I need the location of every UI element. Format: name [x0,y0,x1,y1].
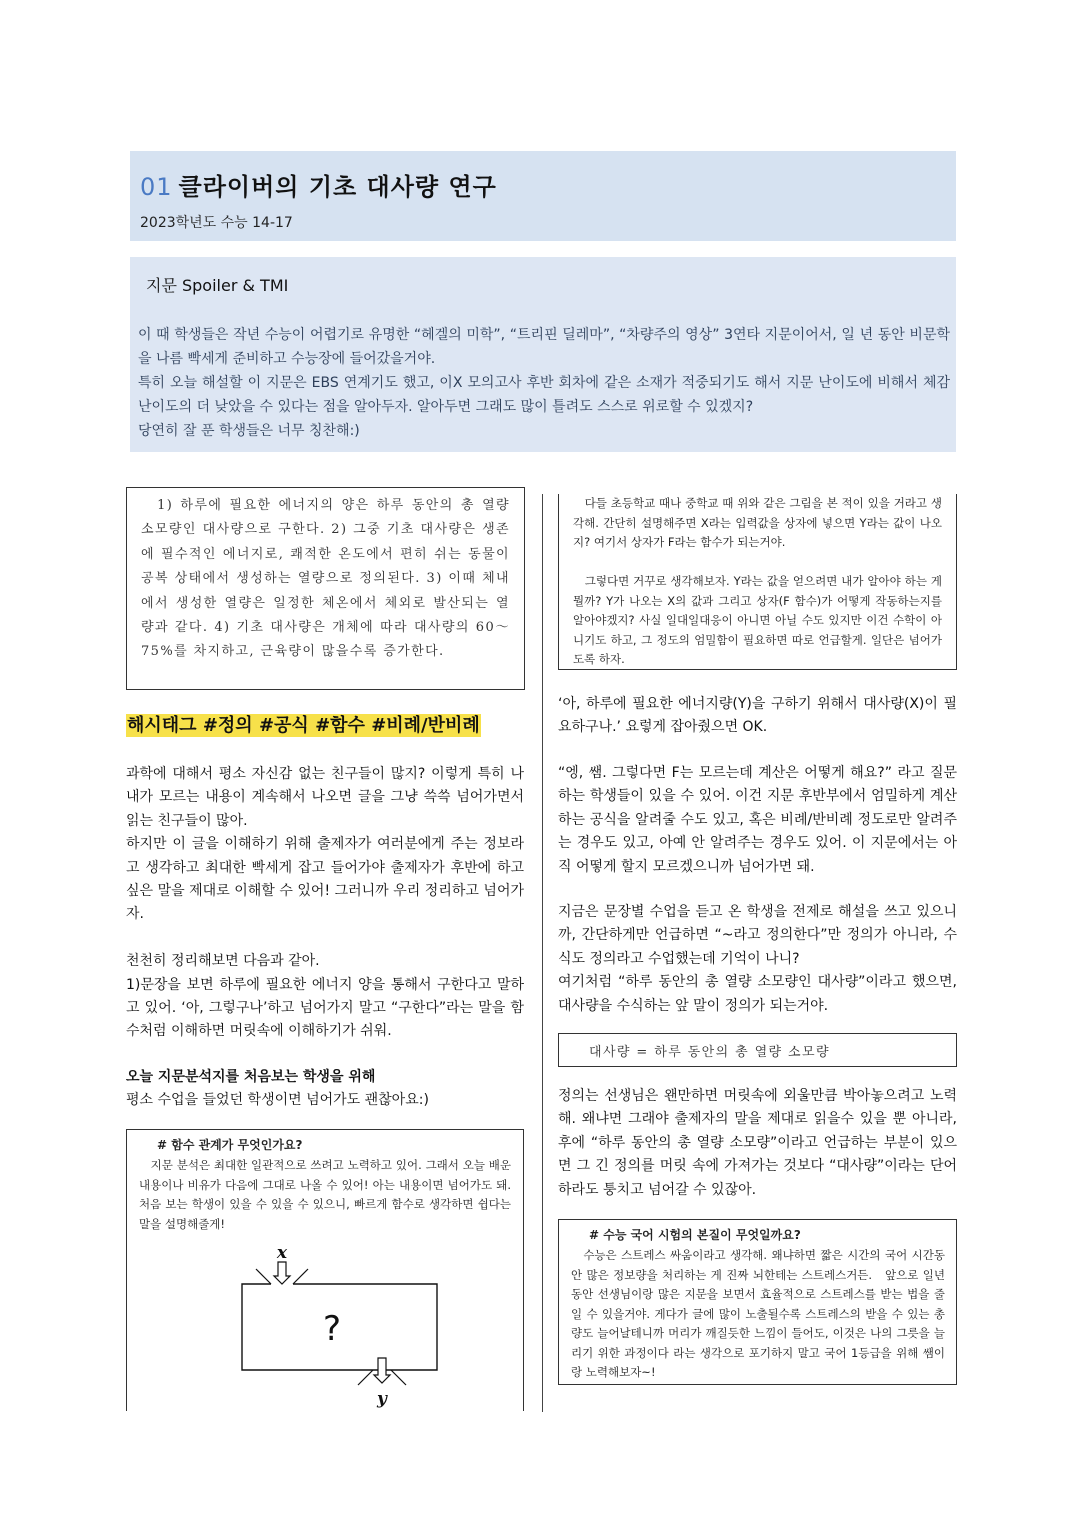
spoiler-paragraph: 당연히 잘 푼 학생들은 너무 칭찬해:) [138,423,360,439]
right-paragraph: 정의는 선생님은 왠만하면 머릿속에 외울만큼 박아놓으려고 노력해. 왜냐면 그래야 출제자의 말을 제대로 읽을수 있을 뿐 아니라, 후에 “하루 동안의 총 열량 소모량”이라고 언급하는 부분이 있으면 그 긴 정의를 머릿 속에 가져가는 것보다 “대사량”이라는 단어 하라도 퉁치고 넘어갈 수 있잖아. [558,1088,957,1198]
first-time-note [126,1066,524,1113]
right-paragraph: ‘아, 하루에 필요한 에너지량(Y)을 구하기 위해서 대사량(X)이 필요하구나.’ 요렇게 잡아줬으면 OK. [558,696,957,736]
spoiler-paragraph: 특히 오늘 해설할 이 지문은 EBS 연계기도 했고, 이X 모의고사 후반 회차에 같은 소재가 적중되기도 해서 지문 난이도에 비해서 체감 난이도의 더 낮았을 수 있다는 점을 알아두자. 알아두면 그래도 많이 틀려도 스스로 위로할 수 있겠지? [138,375,950,415]
first-time-subtext: 평소 수업을 들었던 학생이면 넘어가도 괜찮아요:) [126,1092,429,1109]
spoiler-heading: 지문 Spoiler & TMI [146,276,289,295]
box-paragraph: 다들 초등학교 때나 중학교 때 위와 같은 그림을 본 적이 있을 거라고 생각해. 간단히 설명해주면 X라는 입력값을 상자에 넣으면 Y라는 값이 나오지? 여기서 상자가 F라는 함수가 되는거야. [573,496,942,549]
section-number: 01 [140,173,173,201]
spoiler-box [130,257,956,452]
function-machine-diagram [227,1240,447,1410]
funnel-left-edge [256,1269,271,1284]
hashtag-highlight: 해시태그 #정의 #공식 #함수 #비례/반비례 [127,715,480,736]
exam-essence-text: 수능은 스트레스 싸움이라고 생각해. 왜냐하면 짧은 시간의 국어 시간동안 많은 정보량을 처리하는 게 진짜 뇌한테는 스트레스거든. 앞으로 일년 동안 선생님이랑 많은 지문을 보면서 효율적으로 스트레스를 받는 법을 줄일 수 있을거야. 게다가 글에 많이 노출될수록 스트레스의 받을 수 있는 총량도 늘어날테니까 머리가 깨질듯한 느낌이 들어도, 이것은 나의 그릇을 늘리기 위한 과정이다 라는 생각으로 포기하지 말고 국어 1등급을 위해 쌤이랑 노력해보자~! [571,1248,945,1379]
right-explanation-2 [558,762,957,879]
left-explanation [126,763,524,1044]
right-paragraph: “엥, 쌤. 그렇다면 F는 모르는데 계산은 어떻게 해요?” 라고 질문하는 학생들이 있을 수 있어. 이건 지문 후반부에서 엄밀하게 계산하는 공식을 알려줄 수도 있고, 혹은 비례/반비례 정도로만 알려주는 경우도 있고, 아예 안 알려주는 경우도 있어. 이 지문에서는 아직 어떻게 할지 모르겠으니까 넘어가면 돼. [558,765,957,875]
right-explanation-3 [558,901,957,1018]
function-box-text: 지문 분석은 최대한 일관적으로 쓰려고 노력하고 있어. 그래서 오늘 배운 내용이나 비유가 다음에 그대로 나올 수 있어! 아는 내용이면 넘어가도 돼. 처음 보는 학생이 있을 수 있을 수 있으니, 빠르게 함수로 생각하면 쉽다는 말을 설명해줄게! [139,1158,511,1231]
input-arrow-icon [274,1262,290,1284]
page-title [140,167,946,202]
exam-essence-box [558,1219,957,1385]
input-label: x [276,1243,288,1263]
outlet-left-edge [358,1370,373,1385]
title-banner [130,151,956,241]
unknown-function-label: ? [322,1309,342,1349]
right-paragraph: 여기처럼 “하루 동안의 총 열량 소모량인 대사량”이라고 했으면, 대사량을 수식하는 앞 말이 정의가 되는거야. [558,974,957,1014]
formula-box: 대사량 = 하루 동안의 총 열량 소모량 [558,1033,957,1067]
right-explanation-4 [558,1085,957,1202]
spoiler-paragraph: 이 때 학생들은 작년 수능이 어렵기로 유명한 “헤겔의 미학”, “트리핀 딜레마”, “차량주의 영상” 3연타 지문이어서, 일 년 동안 비문학을 나름 빡세게 준비하고 수능장에 들어갔을거야. [138,327,950,367]
left-paragraph: 하지만 이 글을 이해하기 위해 출제자가 여러분에게 주는 정보라고 생각하고 최대한 빡세게 잡고 들어가야 출제자가 후반에 하고 싶은 말을 제대로 이해할 수 있어! 그러니까 우리 정리하고 넘어가자. [126,836,524,923]
function-continued-box [558,494,957,670]
left-paragraph: 과학에 대해서 평소 자신감 없는 친구들이 많지? 이렇게 특히 나 내가 모르는 내용이 계속해서 나오면 글을 그냥 쓱쓱 넘어가면서 읽는 친구들이 많아. [126,766,524,829]
exam-essence-title: # 수능 국어 시험의 본질이 무엇일까요? [589,1228,801,1242]
left-paragraph: 1)문장을 보면 하루에 필요한 에너지 양을 통해서 구한다고 말하고 있어. ‘아, 그렇구나’하고 넘어가지 말고 “구한다”라는 말을 함수처럼 이해하면 머릿속에 이해하기가 쉬워. [126,976,524,1040]
left-paragraph: 천천히 정리해보면 다음과 같아. [126,953,320,970]
title-text: 클라이버의 기초 대사량 연구 [178,173,497,201]
function-explainer-box [126,1129,524,1411]
right-paragraph: 지금은 문장별 수업을 듣고 온 학생을 전제로 해설을 쓰고 있으니까, 간단하게만 언급하면 “~라고 정의한다”만 정의가 아니라, 수식도 정의라고 수업했는데 기억이 나니? [558,904,957,967]
hashtag-line [126,711,481,737]
right-explanation-1 [558,693,957,740]
box-paragraph: 그렇다면 거꾸로 생각해보자. Y라는 값을 얻으려면 내가 알아야 하는 게 뭘까? Y가 나오는 X의 값과 그리고 상자(F 함수)가 어떻게 작동하는지를 알아야겠지? 사실 일대일대응이 아니면 아닐 수도 있지만 이건 수학이 아니기도 하고, 그 정도의 엄밀함이 필요하면 따로 언급할게. 일단은 넘어가도록 하자. [573,574,942,666]
output-label: y [377,1389,387,1409]
spoiler-text [138,323,950,443]
passage-box: 1) 하루에 필요한 에너지의 양은 하루 동안의 총 열량 소모량인 대사량으로 구한다. 2) 그중 기초 대사량은 생존에 필수적인 에너지로, 쾌적한 온도에서 편히 쉬는 동물이 공복 상태에서 생성하는 열량으로 정의된다. 3) 이때 체내에서 생성한 열량은 일정한 체온에서 체외로 발산되는 열량과 같다. 4) 기초 대사량은 개체에 따라 대사량의 60～75%를 차지하고, 근육량이 많을수록 증가한다. [126,487,525,690]
column-divider [542,494,543,1412]
exam-subtitle: 2023학년도 수능 14-17 [140,215,293,231]
outlet-right-edge [391,1370,406,1385]
funnel-right-edge [293,1269,308,1284]
function-box-title: # 함수 관계가 무엇인가요? [157,1138,303,1152]
first-time-heading: 오늘 지문분석지를 처음보는 학생을 위해 [126,1069,376,1085]
